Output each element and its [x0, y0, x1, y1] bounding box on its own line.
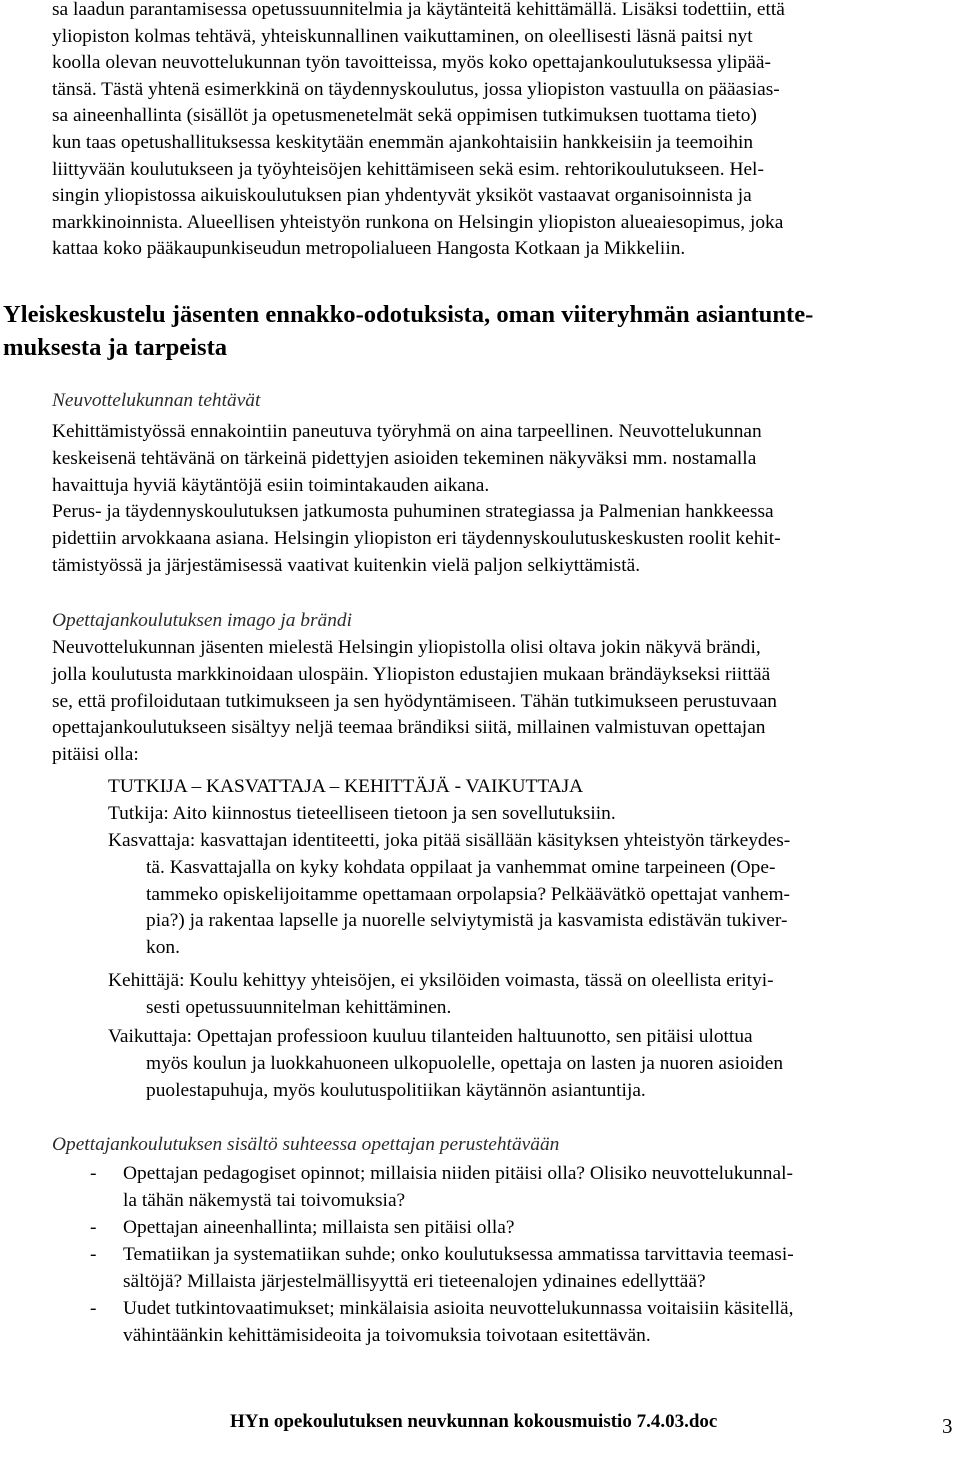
neuvottelukunta-paragraph — [52, 419, 958, 580]
text-line: Kehittäjä: Koulu kehittyy yhteisöjen, ei yksilöiden voimasta, tässä on oleellista erityi- — [108, 970, 774, 991]
text-line: Vaikuttaja: Opettajan professioon kuuluu tilanteiden haltuunotto, sen pitäisi ulottua — [108, 1026, 753, 1047]
text-line: puolestapuhuja, myös koulutuspolitiikan käytännön asiantuntija. — [146, 1079, 646, 1101]
text-line: Uudet tutkintovaatimukset; minkälaisia asioita neuvottelukunnassa voitaisiin käsitellä, — [123, 1298, 794, 1319]
text-line: kattaa koko pääkaupunkiseudun metropolialueen Hangosta Kotkaan ja Mikkeliin. — [52, 238, 686, 260]
text-line: singin yliopistossa aikuiskoulutuksen pian yhdentyvät yksiköt vastaavat organisoinnista ja — [52, 185, 752, 207]
text-line: sältöjä? Millaista järjestelmällisyyttä eri tieteenalojen ydinaines edellyttää? — [123, 1270, 706, 1292]
page-number: 3 — [942, 1414, 953, 1438]
text-line: tämistyössä ja järjestämisessä vaativat kuitenkin vielä paljon selkiyttämistä. — [52, 554, 641, 576]
heading-line: Yleiskeskustelu jäsenten ennakko-odotuksista, oman viiteryhmän asiantunte- — [3, 301, 814, 328]
text-line: Kehittämistyössä ennakointiin paneutuva työryhmä on aina tarpeellinen. Neuvottelukunnan — [52, 421, 762, 442]
text-line: jolla koulutusta markkinoidaan ulospäin. Yliopiston edustajien mukaan brändäykseksi riittää — [52, 663, 771, 685]
text-line: tammeko opiskelijoitamme opettamaan orpolapsia? Pelkäävätkö opettajat vanhem- — [146, 883, 790, 905]
text-line: markkinoinnista. Alueellisen yhteistyön runkona on Helsingin yliopiston alueaiesopimus, joka — [52, 211, 784, 233]
text-line: se, että profiloidutaan tutkimukseen ja sen hyödyntämiseen. Tähän tutkimukseen perustuvaan — [52, 690, 777, 712]
text-line: koolla olevan neuvottelukunnan työn tavoitteissa, myös koko opettajankoulutuksessa ylipää- — [52, 52, 771, 74]
theme-kasvattaja — [108, 828, 790, 962]
text-line: pitäisi olla: — [52, 744, 139, 766]
text-line: liittyvään koulutukseen ja työyhteisöjen kehittämiseen sekä esim. rehtorikoulutukseen. Hel- — [52, 158, 764, 180]
text-line: Neuvottelukunnan jäsenten mielestä Helsingin yliopistolla olisi oltava jokin näkyvä brändi, — [52, 637, 761, 658]
text-line: yliopiston kolmas tehtävä, yhteiskunnallinen vaikuttaminen, on oleellisesti läsnä paitsi nyt — [52, 25, 753, 47]
subheading-imago: Opettajankoulutuksen imago ja brändi — [52, 610, 352, 631]
dash-bullet: - — [90, 1244, 97, 1265]
section-heading — [3, 298, 953, 364]
list-item-text — [123, 1296, 793, 1350]
text-line: Opettajan aineenhallinta; millaista sen pitäisi olla? — [123, 1217, 515, 1238]
theme-vaikuttaja — [108, 1024, 783, 1104]
theme-tutkija: Tutkija: Aito kiinnostus tieteelliseen tietoon ja sen sovellutuksiin. — [108, 803, 616, 824]
theme-kehittaja — [108, 968, 774, 1022]
text-line: pia?) ja rakentaa lapselle ja nuorelle selviytymistä ja kasvamista edistävän tukiver- — [146, 910, 788, 932]
dash-bullet: - — [90, 1217, 97, 1238]
text-line: tä. Kasvattajalla on kyky kohdata oppilaat ja vanhemmat omine tarpeineen (Ope- — [146, 856, 776, 878]
subheading-neuvottelukunta: Neuvottelukunnan tehtävät — [52, 390, 261, 411]
text-line: Opettajan pedagogiset opinnot; millaisia niiden pitäisi olla? Olisiko neuvottelukunnal- — [123, 1163, 793, 1184]
text-line: tänsä. Tästä yhtenä esimerkkinä on täydennyskoulutus, jossa yliopiston vastuulla on pääasias- — [52, 78, 780, 100]
text-line: sa aineenhallinta (sisällöt ja opetusmenetelmät sekä oppimisen tutkimuksen tuottama tieto) — [52, 105, 757, 127]
list-item-text — [123, 1161, 793, 1215]
text-line: kun taas opetushallituksessa keskitytään enemmän ajankohtaisiin hankkeisiin ja teemoihin — [52, 131, 754, 153]
text-line: Perus- ja täydennyskoulutuksen jatkumosta puhuminen strategiassa ja Palmenian hankkeessa — [52, 501, 774, 523]
dash-bullet: - — [90, 1163, 97, 1184]
page-footer: HYn opekoulutuksen neuvkunnan kokousmuistio 7.4.03.doc — [230, 1411, 718, 1432]
dash-bullet: - — [90, 1298, 97, 1319]
imago-paragraph — [52, 635, 958, 769]
text-line: opettajankoulutukseen sisältyy neljä teemaa brändiksi siitä, millainen valmistuvan opettajan — [52, 717, 766, 739]
list-item-text — [123, 1242, 794, 1296]
text-line: la tähän näkemystä tai toivomuksia? — [123, 1189, 406, 1211]
text-line: keskeisenä tehtävänä on tärkeinä pidettyjen asioiden tekeminen näkyväksi mm. nostamalla — [52, 447, 757, 469]
text-line: havaittuja hyviä käytäntöjä esiin toimintakauden aikana. — [52, 474, 490, 496]
list-item-text — [123, 1215, 514, 1242]
text-line: sesti opetussuunnitelman kehittäminen. — [146, 996, 452, 1018]
text-line: vähintäänkin kehittämisideoita ja toivomuksia toivotaan esitettävän. — [123, 1324, 651, 1346]
intro-paragraph — [52, 0, 958, 263]
text-line: Tematiikan ja systematiikan suhde; onko koulutuksessa ammatissa tarvittavia teemasi- — [123, 1244, 794, 1265]
text-line: sa laadun parantamisessa opetussuunnitelmia ja käytänteitä kehittämällä. Lisäksi todettiin, että — [52, 0, 785, 20]
text-line: kon. — [146, 937, 180, 959]
text-line: pidettiin arvokkaana asiana. Helsingin yliopiston eri täydennyskoulutuskeskusten roolit kehit- — [52, 528, 781, 550]
text-line: Kasvattaja: kasvattajan identiteetti, joka pitää sisällään käsityksen yhteistyön tärkeydes- — [108, 830, 791, 851]
text-line: myös koulun ja luokkahuoneen ulkopuolelle, opettaja on lasten ja nuoren asioiden — [146, 1052, 784, 1074]
themes-line: TUTKIJA – KASVATTAJA – KEHITTÄJÄ - VAIKUTTAJA — [108, 776, 584, 797]
heading-line: muksesta ja tarpeista — [3, 334, 228, 361]
subheading-sisalto: Opettajankoulutuksen sisältö suhteessa opettajan perustehtävään — [52, 1134, 560, 1155]
